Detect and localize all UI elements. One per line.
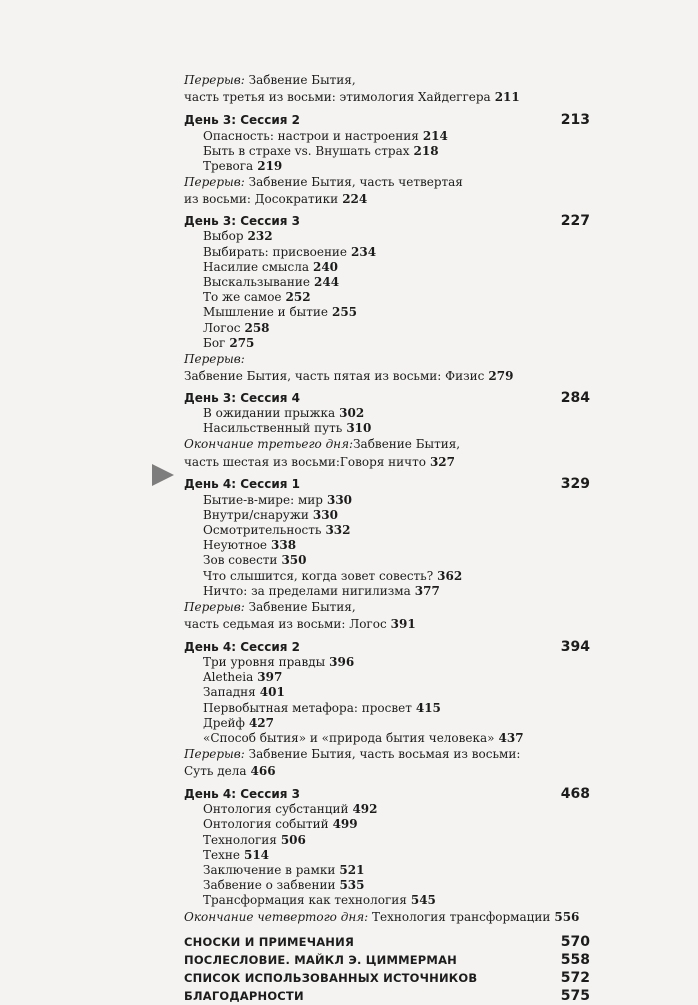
entry-title: Технология трансформации xyxy=(368,910,551,924)
page-number: 401 xyxy=(259,685,285,699)
entry-text xyxy=(184,173,463,191)
entry-text xyxy=(184,615,416,633)
page-number: 338 xyxy=(271,538,297,552)
entry-text xyxy=(184,71,356,89)
page-number: 310 xyxy=(346,421,372,435)
entry-text xyxy=(184,762,276,780)
page-number: 499 xyxy=(332,817,358,831)
page-number: 377 xyxy=(414,584,440,598)
page-number: 255 xyxy=(331,305,358,319)
page-number: 558 xyxy=(560,952,590,968)
page-number: 224 xyxy=(342,192,368,206)
entry-title: часть седьмая из восьми: Логос xyxy=(184,617,387,631)
entry-title: Неуютное xyxy=(203,538,268,552)
entry-title: Три уровня правды xyxy=(203,655,326,669)
entry-label: Окончание третьего дня: xyxy=(184,437,354,451)
entry-title: часть шестая из восьми:Говоря ничто xyxy=(184,455,426,469)
entry-title: БЛАГОДАРНОСТИ xyxy=(184,989,304,1003)
entry-text xyxy=(184,190,367,208)
page-number: 252 xyxy=(285,290,311,304)
page-number: 397 xyxy=(257,670,283,684)
entry-title: День 4: Сессия 2 xyxy=(184,640,301,654)
entry-text xyxy=(203,891,436,909)
page-number: 284 xyxy=(560,390,590,406)
toc-interlude xyxy=(0,745,698,763)
toc-interlude xyxy=(0,367,698,385)
entry-text xyxy=(184,987,304,1005)
page-number: 466 xyxy=(250,764,276,778)
page-number: 332 xyxy=(325,523,351,537)
page-number: 329 xyxy=(560,476,590,492)
toc-interlude xyxy=(0,71,698,89)
toc-interlude xyxy=(0,762,698,780)
page-number: 244 xyxy=(314,275,340,289)
entry-title: Мышление и бытие xyxy=(203,305,328,319)
entry-label: Перерыв: xyxy=(184,352,245,366)
entry-title: Ничто: за пределами нигилизма xyxy=(203,584,411,598)
entry-title: Бытие-в-мире: мир xyxy=(203,493,323,507)
entry-title: Забвение Бытия, xyxy=(244,600,356,614)
page-number: 556 xyxy=(554,910,580,924)
entry-title: Забвение Бытия, часть восьмая из восьми: xyxy=(244,747,521,761)
toc-interlude xyxy=(0,908,698,926)
entry-title: Забвение Бытия, xyxy=(244,73,356,87)
page-number: 506 xyxy=(280,833,306,847)
toc-interlude xyxy=(0,190,698,208)
page-number: 396 xyxy=(329,655,355,669)
entry-text xyxy=(184,933,354,951)
entry-title: Aletheia xyxy=(203,670,254,684)
entry-title: Осмотрительность xyxy=(203,523,322,537)
entry-text xyxy=(184,88,520,106)
page-number: 514 xyxy=(243,848,270,862)
entry-title: Суть дела xyxy=(184,764,247,778)
page-number: 521 xyxy=(339,863,365,877)
toc-interlude xyxy=(0,615,698,633)
page-number: 234 xyxy=(351,245,377,259)
page-number: 362 xyxy=(437,569,463,583)
page-number: 211 xyxy=(494,90,520,104)
toc-interlude xyxy=(0,453,698,471)
page-number: 275 xyxy=(229,336,255,350)
toc-interlude xyxy=(0,435,698,453)
back-matter-entry xyxy=(0,951,698,969)
entry-title: Опасность: настрои и настроения xyxy=(203,129,419,143)
entry-title: «Способ бытия» и «природа бытия человека» xyxy=(203,731,495,745)
page-number: 258 xyxy=(244,321,270,335)
page-number: 232 xyxy=(247,229,273,243)
page-number: 391 xyxy=(390,617,416,631)
entry-title: Технология xyxy=(203,833,277,847)
page-number: 492 xyxy=(352,802,378,816)
toc-subentry xyxy=(0,891,698,909)
entry-title: СНОСКИ И ПРИМЕЧАНИЯ xyxy=(184,935,355,949)
entry-title: То же самое xyxy=(203,290,282,304)
entry-label: Окончание четвертого дня: xyxy=(184,910,369,924)
entry-title: Выбирать: присвоение xyxy=(203,245,348,259)
entry-title: Насильственный путь xyxy=(203,421,343,435)
entry-title: Что слышится, когда зовет совесть? xyxy=(203,569,434,583)
entry-title: Дрейф xyxy=(203,716,245,730)
page-number: 214 xyxy=(422,129,448,143)
entry-text xyxy=(184,453,455,471)
entry-label: Перерыв: xyxy=(184,73,245,87)
page-number: 330 xyxy=(312,508,338,522)
entry-title: В ожидании прыжка xyxy=(203,406,336,420)
entry-title: Заключение в рамки xyxy=(203,863,336,877)
entry-title: Забвение Бытия, часть пятая из восьми: Физис xyxy=(184,369,485,383)
entry-text xyxy=(184,435,460,453)
toc-interlude xyxy=(0,88,698,106)
entry-title: ПОСЛЕСЛОВИЕ. МАЙКЛ Э. ЦИММЕРМАН xyxy=(184,953,458,967)
page-number: 394 xyxy=(560,639,590,655)
entry-title: часть третья из восьми: этимология Хайдеггера xyxy=(184,90,491,104)
entry-title: День 3: Сессия 2 xyxy=(184,113,301,127)
entry-title: Бог xyxy=(203,336,226,350)
entry-title: Техне xyxy=(203,848,240,862)
page-number: 575 xyxy=(560,988,590,1004)
entry-title: Забвение о забвении xyxy=(203,878,336,892)
toc-interlude xyxy=(0,598,698,616)
back-matter-entry xyxy=(0,987,698,1005)
page-number: 535 xyxy=(339,878,365,892)
page-number: 572 xyxy=(560,970,590,986)
entry-title: Быть в страхе vs. Внушать страх xyxy=(203,144,410,158)
toc-interlude xyxy=(0,350,698,368)
page-number: 415 xyxy=(415,701,441,715)
page-number: 327 xyxy=(429,455,455,469)
entry-title: Первобытная метафора: просвет xyxy=(203,701,412,715)
page-number: 570 xyxy=(560,934,590,950)
toc-interlude xyxy=(0,173,698,191)
back-matter-entry xyxy=(0,933,698,951)
page-number: 545 xyxy=(410,893,436,907)
triangle-marker-icon xyxy=(152,464,174,486)
page-number: 350 xyxy=(281,553,307,567)
entry-title: из восьми: Досократики xyxy=(184,192,339,206)
entry-title: День 3: Сессия 3 xyxy=(184,214,301,228)
entry-text xyxy=(184,908,579,926)
entry-text xyxy=(184,745,520,763)
entry-title: День 3: Сессия 4 xyxy=(184,391,301,405)
entry-title: Зов совести xyxy=(203,553,278,567)
entry-title: Выскальзывание xyxy=(203,275,311,289)
page-number: 213 xyxy=(560,112,590,128)
entry-title: Выбор xyxy=(203,229,244,243)
entry-title: Насилие смысла xyxy=(203,260,309,274)
page-number: 219 xyxy=(257,159,283,173)
entry-title: Трансформация как технология xyxy=(203,893,407,907)
back-matter-entry xyxy=(0,969,698,987)
page-number: 302 xyxy=(339,406,365,420)
entry-title: СПИСОК ИСПОЛЬЗОВАННЫХ ИСТОЧНИКОВ xyxy=(184,971,478,985)
entry-title: Забвение Бытия, xyxy=(353,437,461,451)
page-number: 227 xyxy=(560,213,590,229)
entry-title: День 4: Сессия 1 xyxy=(184,477,301,491)
entry-text xyxy=(184,350,245,368)
entry-title: Тревога xyxy=(203,159,254,173)
entry-text xyxy=(184,367,513,385)
page-number: 240 xyxy=(312,260,339,274)
page-number: 330 xyxy=(326,493,353,507)
page-number: 279 xyxy=(488,369,514,383)
entry-label: Перерыв: xyxy=(184,175,245,189)
entry-title: Западня xyxy=(203,685,256,699)
entry-text xyxy=(184,969,477,987)
entry-label: Перерыв: xyxy=(184,747,245,761)
entry-title: Внутри/снаружи xyxy=(203,508,309,522)
entry-title: День 4: Сессия 3 xyxy=(184,787,301,801)
entry-title: Забвение Бытия, часть четвертая xyxy=(244,175,463,189)
entry-text xyxy=(184,951,457,969)
entry-label: Перерыв: xyxy=(184,600,245,614)
page-number: 427 xyxy=(248,716,274,730)
page-number: 218 xyxy=(413,144,439,158)
entry-title: Логос xyxy=(203,321,241,335)
page-number: 468 xyxy=(560,786,590,802)
page-number: 437 xyxy=(498,731,524,745)
entry-title: Онтология событий xyxy=(203,817,329,831)
entry-title: Онтология субстанций xyxy=(203,802,349,816)
entry-text xyxy=(184,598,356,616)
